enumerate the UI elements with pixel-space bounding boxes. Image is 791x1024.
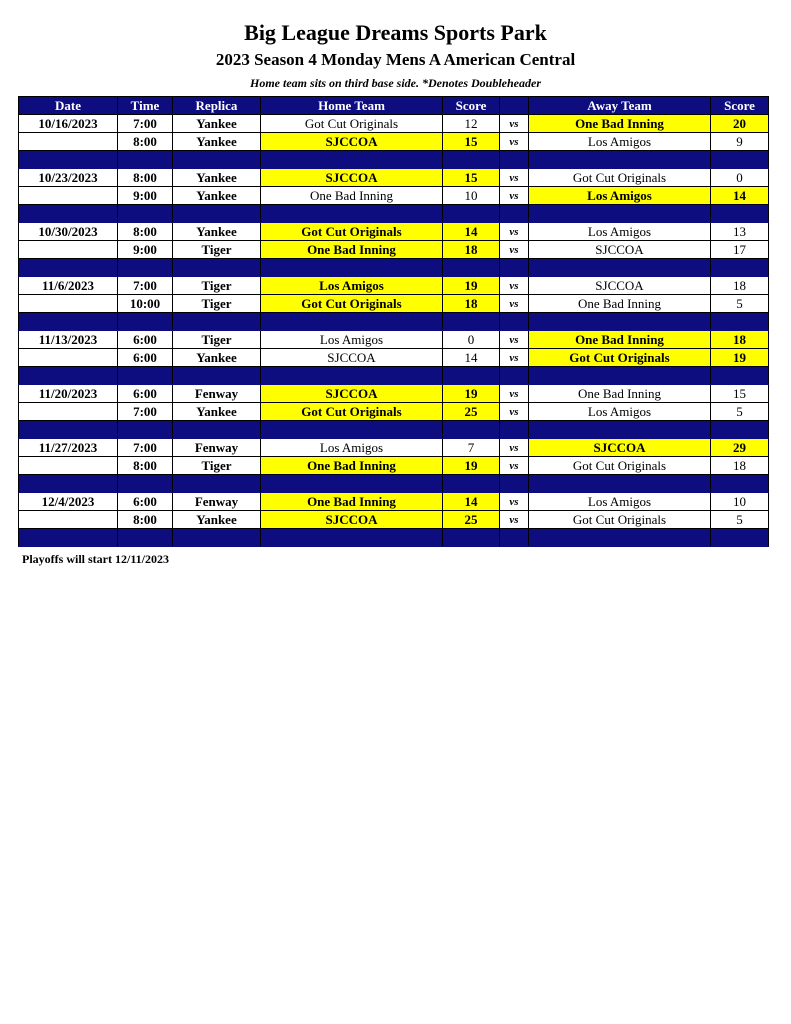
separator-cell — [118, 475, 173, 493]
home-team: Got Cut Originals — [261, 223, 443, 241]
away-score: 18 — [711, 331, 769, 349]
game-time: 7:00 — [118, 115, 173, 133]
game-time: 8:00 — [118, 511, 173, 529]
away-team: Los Amigos — [529, 187, 711, 205]
away-team: One Bad Inning — [529, 385, 711, 403]
separator-cell — [173, 205, 261, 223]
away-score: 18 — [711, 457, 769, 475]
away-team: Los Amigos — [529, 493, 711, 511]
separator-cell — [443, 421, 500, 439]
game-row — [19, 187, 769, 205]
separator-cell — [173, 421, 261, 439]
game-time: 8:00 — [118, 169, 173, 187]
game-date: 11/27/2023 — [19, 439, 118, 457]
separator-cell — [19, 205, 118, 223]
page-title: Big League Dreams Sports Park — [244, 20, 547, 45]
game-replica: Fenway — [173, 439, 261, 457]
separator-cell — [529, 259, 711, 277]
home-team: One Bad Inning — [261, 187, 443, 205]
home-team: SJCCOA — [261, 511, 443, 529]
vs-label: vs — [500, 493, 529, 511]
week-separator-row — [19, 205, 769, 223]
separator-cell — [19, 259, 118, 277]
away-team: One Bad Inning — [529, 331, 711, 349]
home-score: 19 — [443, 385, 500, 403]
separator-cell — [261, 529, 443, 547]
away-score: 20 — [711, 115, 769, 133]
separator-cell — [500, 313, 529, 331]
header-vs — [500, 97, 529, 115]
home-team: One Bad Inning — [261, 457, 443, 475]
separator-cell — [261, 475, 443, 493]
schedule-table — [18, 96, 769, 547]
game-time: 6:00 — [118, 385, 173, 403]
vs-label: vs — [500, 169, 529, 187]
separator-cell — [529, 475, 711, 493]
home-score: 15 — [443, 133, 500, 151]
game-date: 10/23/2023 — [19, 169, 118, 187]
week-separator-row — [19, 529, 769, 547]
vs-label: vs — [500, 241, 529, 259]
separator-cell — [19, 367, 118, 385]
away-team: SJCCOA — [529, 439, 711, 457]
header-date: Date — [19, 97, 118, 115]
separator-cell — [529, 205, 711, 223]
away-team: Got Cut Originals — [529, 511, 711, 529]
vs-label: vs — [500, 295, 529, 313]
separator-cell — [711, 421, 769, 439]
game-row — [19, 511, 769, 529]
home-team: Got Cut Originals — [261, 115, 443, 133]
game-time: 10:00 — [118, 295, 173, 313]
away-score: 0 — [711, 169, 769, 187]
home-score: 10 — [443, 187, 500, 205]
separator-cell — [118, 421, 173, 439]
separator-cell — [19, 475, 118, 493]
separator-cell — [261, 313, 443, 331]
separator-cell — [443, 259, 500, 277]
separator-cell — [529, 421, 711, 439]
separator-cell — [500, 529, 529, 547]
game-date: 11/6/2023 — [19, 277, 118, 295]
game-date — [19, 295, 118, 313]
game-row — [19, 349, 769, 367]
away-score: 5 — [711, 511, 769, 529]
game-row — [19, 403, 769, 421]
separator-cell — [173, 475, 261, 493]
away-score: 13 — [711, 223, 769, 241]
game-time: 7:00 — [118, 403, 173, 421]
home-team: Got Cut Originals — [261, 403, 443, 421]
header-away-team: Away Team — [529, 97, 711, 115]
game-date — [19, 511, 118, 529]
home-team: Los Amigos — [261, 331, 443, 349]
away-team: One Bad Inning — [529, 295, 711, 313]
separator-cell — [711, 151, 769, 169]
separator-cell — [500, 259, 529, 277]
game-date — [19, 403, 118, 421]
home-score: 25 — [443, 403, 500, 421]
away-score: 17 — [711, 241, 769, 259]
home-team: Los Amigos — [261, 277, 443, 295]
game-time: 7:00 — [118, 439, 173, 457]
separator-cell — [173, 529, 261, 547]
game-time: 7:00 — [118, 277, 173, 295]
game-row — [19, 457, 769, 475]
home-team: SJCCOA — [261, 169, 443, 187]
home-team: Los Amigos — [261, 439, 443, 457]
schedule-body — [19, 115, 769, 547]
home-team: SJCCOA — [261, 349, 443, 367]
away-score: 10 — [711, 493, 769, 511]
game-row — [19, 277, 769, 295]
separator-cell — [443, 529, 500, 547]
home-score: 19 — [443, 277, 500, 295]
game-replica: Tiger — [173, 277, 261, 295]
page-subtitle: 2023 Season 4 Monday Mens A American Central — [215, 50, 576, 69]
game-time: 9:00 — [118, 241, 173, 259]
away-score: 15 — [711, 385, 769, 403]
home-team: One Bad Inning — [261, 241, 443, 259]
game-date — [19, 457, 118, 475]
game-time: 6:00 — [118, 331, 173, 349]
separator-cell — [118, 529, 173, 547]
game-row — [19, 331, 769, 349]
game-row — [19, 439, 769, 457]
home-team: SJCCOA — [261, 133, 443, 151]
game-replica: Fenway — [173, 493, 261, 511]
separator-cell — [173, 151, 261, 169]
game-date — [19, 241, 118, 259]
game-row — [19, 115, 769, 133]
home-score: 19 — [443, 457, 500, 475]
playoffs-note: Playoffs will start 12/11/2023 — [22, 552, 169, 566]
game-row — [19, 133, 769, 151]
vs-label: vs — [500, 187, 529, 205]
separator-cell — [500, 151, 529, 169]
vs-label: vs — [500, 385, 529, 403]
game-date: 10/30/2023 — [19, 223, 118, 241]
game-replica: Tiger — [173, 241, 261, 259]
game-date: 10/16/2023 — [19, 115, 118, 133]
away-score: 14 — [711, 187, 769, 205]
game-row — [19, 223, 769, 241]
separator-cell — [529, 313, 711, 331]
game-row — [19, 493, 769, 511]
separator-cell — [711, 475, 769, 493]
game-replica: Tiger — [173, 295, 261, 313]
away-team: SJCCOA — [529, 241, 711, 259]
separator-cell — [529, 529, 711, 547]
separator-cell — [500, 421, 529, 439]
game-replica: Yankee — [173, 133, 261, 151]
week-separator-row — [19, 475, 769, 493]
away-score: 29 — [711, 439, 769, 457]
separator-cell — [118, 259, 173, 277]
away-score: 5 — [711, 295, 769, 313]
home-team: SJCCOA — [261, 385, 443, 403]
game-date: 11/20/2023 — [19, 385, 118, 403]
game-replica: Tiger — [173, 457, 261, 475]
header-away-score: Score — [711, 97, 769, 115]
game-time: 8:00 — [118, 133, 173, 151]
separator-cell — [500, 205, 529, 223]
home-score: 7 — [443, 439, 500, 457]
separator-cell — [443, 205, 500, 223]
away-team: One Bad Inning — [529, 115, 711, 133]
game-time: 6:00 — [118, 493, 173, 511]
separator-cell — [173, 259, 261, 277]
separator-cell — [118, 367, 173, 385]
vs-label: vs — [500, 115, 529, 133]
game-replica: Yankee — [173, 169, 261, 187]
game-replica: Yankee — [173, 349, 261, 367]
game-date: 11/13/2023 — [19, 331, 118, 349]
header-home-team: Home Team — [261, 97, 443, 115]
home-score: 25 — [443, 511, 500, 529]
game-row — [19, 295, 769, 313]
separator-cell — [118, 151, 173, 169]
home-team-note: Home team sits on third base side. *Denotes Doubleheader — [250, 76, 541, 90]
week-separator-row — [19, 421, 769, 439]
separator-cell — [443, 151, 500, 169]
away-team: Got Cut Originals — [529, 349, 711, 367]
separator-cell — [711, 367, 769, 385]
separator-cell — [261, 259, 443, 277]
vs-label: vs — [500, 277, 529, 295]
vs-label: vs — [500, 223, 529, 241]
week-separator-row — [19, 313, 769, 331]
game-replica: Yankee — [173, 511, 261, 529]
away-score: 5 — [711, 403, 769, 421]
separator-cell — [19, 151, 118, 169]
separator-cell — [711, 259, 769, 277]
home-team: One Bad Inning — [261, 493, 443, 511]
home-score: 15 — [443, 169, 500, 187]
header-time: Time — [118, 97, 173, 115]
separator-cell — [443, 313, 500, 331]
separator-cell — [711, 313, 769, 331]
separator-cell — [500, 475, 529, 493]
home-score: 14 — [443, 493, 500, 511]
home-score: 14 — [443, 349, 500, 367]
separator-cell — [529, 367, 711, 385]
game-replica: Fenway — [173, 385, 261, 403]
game-date — [19, 349, 118, 367]
game-replica: Tiger — [173, 331, 261, 349]
vs-label: vs — [500, 439, 529, 457]
vs-label: vs — [500, 349, 529, 367]
separator-cell — [118, 313, 173, 331]
week-separator-row — [19, 367, 769, 385]
separator-cell — [261, 421, 443, 439]
table-header-row — [19, 97, 769, 115]
vs-label: vs — [500, 457, 529, 475]
home-team: Got Cut Originals — [261, 295, 443, 313]
game-replica: Yankee — [173, 223, 261, 241]
separator-cell — [261, 205, 443, 223]
away-team: Los Amigos — [529, 133, 711, 151]
separator-cell — [443, 367, 500, 385]
game-replica: Yankee — [173, 187, 261, 205]
vs-label: vs — [500, 403, 529, 421]
game-row — [19, 241, 769, 259]
separator-cell — [711, 529, 769, 547]
separator-cell — [711, 205, 769, 223]
away-team: Got Cut Originals — [529, 457, 711, 475]
separator-cell — [19, 313, 118, 331]
home-score: 12 — [443, 115, 500, 133]
away-score: 18 — [711, 277, 769, 295]
header-replica: Replica — [173, 97, 261, 115]
game-row — [19, 385, 769, 403]
away-score: 19 — [711, 349, 769, 367]
away-team: Los Amigos — [529, 403, 711, 421]
separator-cell — [500, 367, 529, 385]
home-score: 14 — [443, 223, 500, 241]
week-separator-row — [19, 151, 769, 169]
game-replica: Yankee — [173, 115, 261, 133]
separator-cell — [173, 367, 261, 385]
separator-cell — [443, 475, 500, 493]
away-team: Got Cut Originals — [529, 169, 711, 187]
separator-cell — [173, 313, 261, 331]
header-home-score: Score — [443, 97, 500, 115]
game-time: 8:00 — [118, 457, 173, 475]
vs-label: vs — [500, 133, 529, 151]
vs-label: vs — [500, 331, 529, 349]
separator-cell — [19, 421, 118, 439]
game-replica: Yankee — [173, 403, 261, 421]
away-team: SJCCOA — [529, 277, 711, 295]
separator-cell — [261, 151, 443, 169]
game-date: 12/4/2023 — [19, 493, 118, 511]
game-row — [19, 169, 769, 187]
home-score: 18 — [443, 241, 500, 259]
week-separator-row — [19, 259, 769, 277]
separator-cell — [19, 529, 118, 547]
away-team: Los Amigos — [529, 223, 711, 241]
game-date — [19, 187, 118, 205]
game-time: 8:00 — [118, 223, 173, 241]
separator-cell — [261, 367, 443, 385]
game-time: 9:00 — [118, 187, 173, 205]
away-score: 9 — [711, 133, 769, 151]
vs-label: vs — [500, 511, 529, 529]
separator-cell — [529, 151, 711, 169]
game-time: 6:00 — [118, 349, 173, 367]
game-date — [19, 133, 118, 151]
separator-cell — [118, 205, 173, 223]
home-score: 0 — [443, 331, 500, 349]
home-score: 18 — [443, 295, 500, 313]
